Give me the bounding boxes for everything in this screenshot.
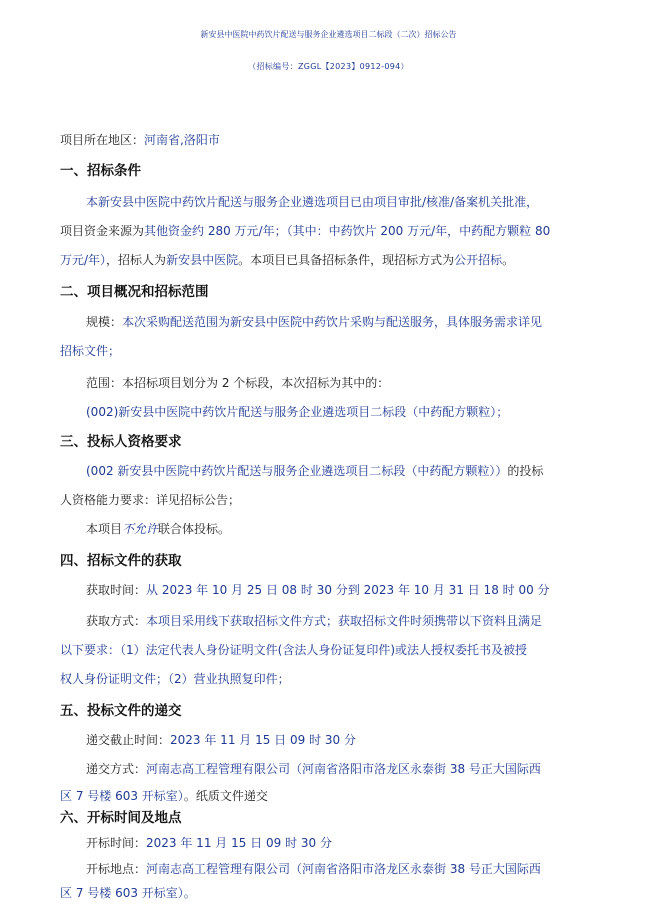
scale-label: 规模： (86, 315, 123, 329)
acquisition-method-cont-2 (60, 670, 290, 687)
consortium-suffix: 联合体投标。 (158, 522, 231, 536)
section-heading-project-overview: 二、项目概况和招标范围 (60, 284, 209, 300)
tender-method: 公开招标 (454, 253, 503, 267)
opening-time-label: 开标时间： (86, 836, 147, 850)
submission-method-cont: 区 7 号楼 603 开标室）。纸质文件递交 (60, 789, 268, 803)
funding-label: 项目资金来源为 (60, 224, 145, 238)
section-heading-bid-opening: 六、开标时间及地点 (60, 810, 182, 826)
acquisition-method-label: 获取方式： (86, 614, 147, 628)
submission-deadline-line (86, 731, 356, 748)
project-region (60, 131, 220, 148)
region-label: 项目所在地区： (60, 133, 145, 147)
submission-method-line (86, 760, 541, 777)
acquisition-time-value: 从 2023 年 10 月 25 日 08 时 30 分到 2023 年 10 月 31 日 18 时 00 分 (146, 583, 550, 597)
acquisition-requirement-2: 权人身份证明文件；（2）营业执照复印件； (60, 672, 290, 686)
bidding-conditions-line-1 (86, 193, 538, 210)
section-heading-document-acquisition: 四、招标文件的获取 (60, 553, 182, 569)
opening-time-line (86, 834, 332, 851)
document-title: 新安县中医院中药饮片配送与服务企业遴选项目二标段（二次）招标公告 (200, 30, 457, 39)
opening-time-value: 2023 年 11 月 15 日 09 时 30 分 (146, 836, 332, 850)
consortium-label: 本项目 (86, 522, 123, 536)
method-label: 。本项目已具备招标条件，现招标方式为 (238, 253, 455, 267)
tenderer-label: ，招标人为 (106, 253, 167, 267)
opening-room: 区 7 号楼 603 开标室）。 (60, 886, 196, 900)
submission-deadline-label: 递交截止时间： (86, 733, 171, 747)
region-value: 河南省,洛阳市 (144, 133, 220, 147)
submission-method-label: 递交方式： (86, 762, 147, 776)
funding-cont: 万元/年） (60, 253, 107, 267)
lot-text: (002)新安县中医院中药饮片配送与服务企业遴选项目二标段（中药配方颗粒）； (86, 405, 509, 419)
period-mark: 。 (502, 253, 515, 267)
opening-place-cont (60, 884, 196, 901)
acquisition-requirement-1: 以下要求：（1）法定代表人身份证明文件(含法人身份证复印件)或法人授权委托书及被授 (60, 643, 528, 657)
submission-form: 纸质文件递交 (195, 789, 268, 803)
scale-line (86, 313, 542, 330)
scale-value: 本次采购配送范围为新安县中医院中药饮片采购与配送服务，具体服务需求详见 (122, 315, 543, 329)
opening-place-label: 开标地点： (86, 862, 147, 876)
opening-place-line (86, 860, 541, 877)
section-heading-qualifications: 三、投标人资格要求 (60, 434, 182, 450)
lot-line (86, 403, 508, 420)
scale-cont: 招标文件； (60, 344, 121, 358)
scale-line-cont (60, 342, 120, 359)
tenderer-name: 新安县中医院 (166, 253, 239, 267)
section-heading-bid-submission: 五、投标文件的递交 (60, 703, 182, 719)
qualification-lot: (002 新安县中医院中药饮片配送与服务企业遴选项目二标段（中药配方颗粒）） (86, 464, 508, 478)
consortium-value: 不允许 (122, 522, 159, 536)
acquisition-time-label: 获取时间： (86, 583, 147, 597)
bidding-conditions-line-2 (60, 222, 550, 239)
section-heading-bidding-conditions: 一、招标条件 (60, 163, 141, 179)
acquisition-time-line (86, 581, 550, 598)
submission-room: 区 7 号楼 603 开标室） (60, 789, 184, 803)
submission-deadline-value: 2023 年 11 月 15 日 09 时 30 分 (170, 733, 356, 747)
acquisition-method-line (86, 612, 542, 629)
qualification-label: 的投标 (507, 464, 544, 478)
consortium-line (86, 520, 230, 537)
approval-text: 本新安县中医院中药饮片配送与服务企业遴选项目已由项目审批/核准/备案机关批准， (86, 195, 539, 209)
submission-method-value: 河南志高工程管理有限公司（河南省洛阳市洛龙区永泰街 38 号正大国际西 (146, 762, 541, 776)
range-line: 范围：本招标项目划分为 2 个标段，本次招标为其中的： (86, 376, 390, 390)
acquisition-method-cont-1 (60, 641, 527, 658)
opening-place-value: 河南志高工程管理有限公司（河南省洛阳市洛龙区永泰街 38 号正大国际西 (146, 862, 541, 876)
qualification-line-1 (86, 462, 543, 479)
tender-number: （招标编号：ZGGL【2023】0912-094） (248, 62, 409, 71)
qualification-line-2: 人资格能力要求：详见招标公告； (60, 493, 241, 507)
bidding-conditions-line-3 (60, 251, 514, 268)
funding-value: 其他资金约 280 万元/年；（其中：中药饮片 200 万元/年，中药配方颗粒 80 (144, 224, 551, 238)
acquisition-method-value: 本项目采用线下获取招标文件方式；获取招标文件时须携带以下资料且满足 (146, 614, 543, 628)
